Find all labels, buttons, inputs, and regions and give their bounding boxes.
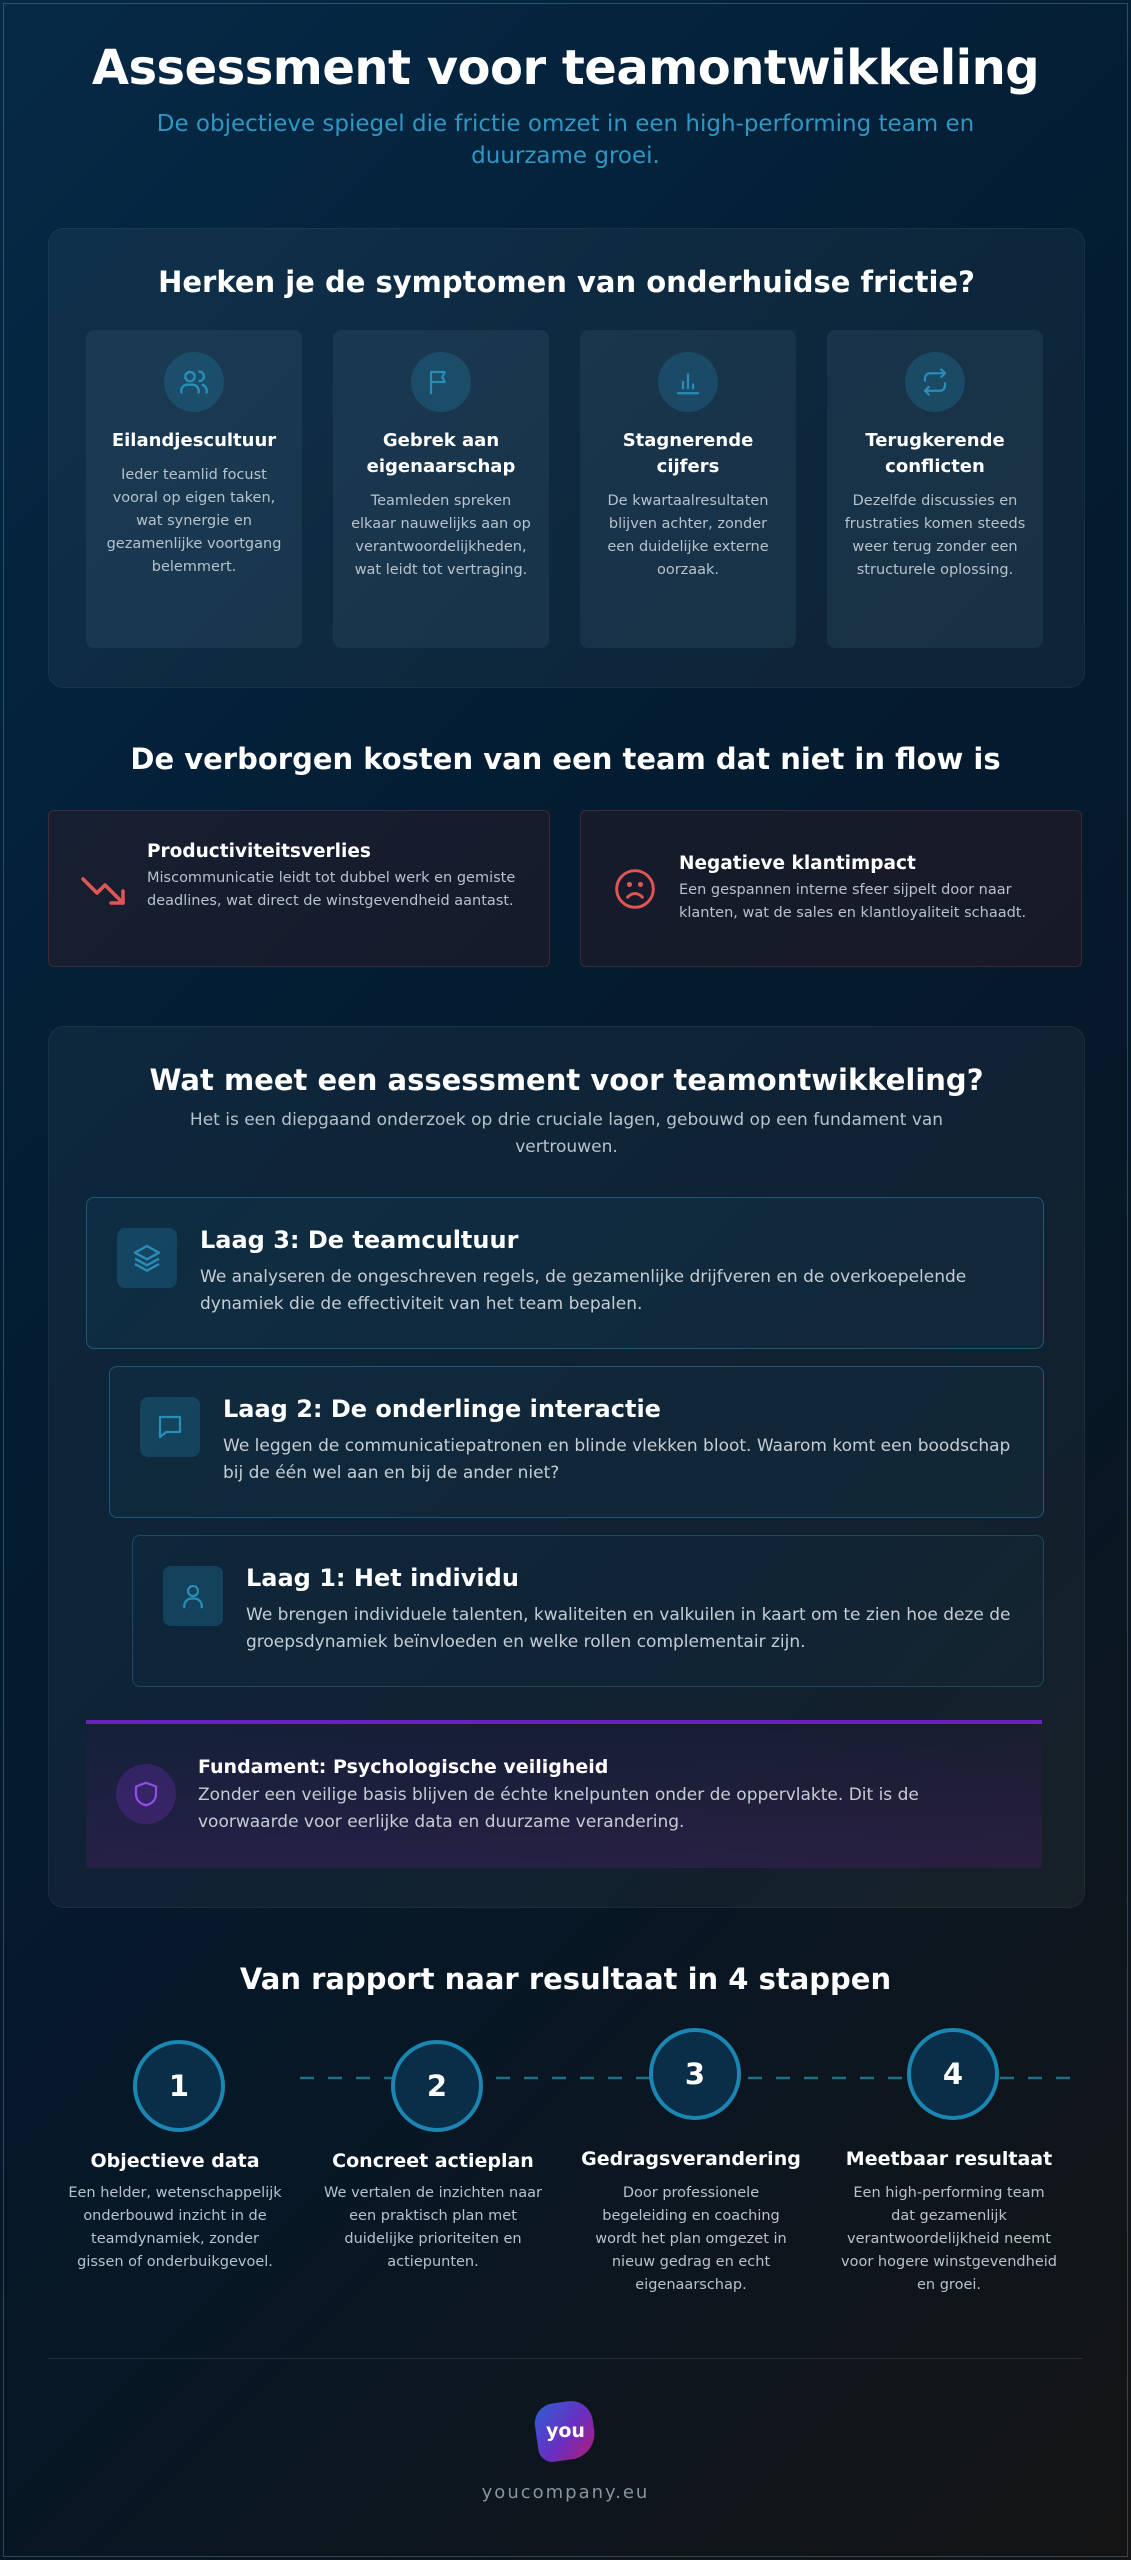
page-subtitle: De objectieve spiegel die frictie omzet in een high-performing team en duurzame groei. [156, 111, 975, 169]
step-title: Concreet actieplan [332, 2150, 534, 2172]
layer-title: Laag 1: Het individu [246, 1564, 519, 1592]
layer-card [86, 1197, 1044, 1349]
symptom-card [333, 330, 549, 648]
symptom-card [580, 330, 796, 648]
cost-title: Negatieve klantimpact [679, 853, 916, 874]
layer-title: Laag 2: De onderlinge interactie [223, 1395, 661, 1423]
symptom-card [86, 330, 302, 648]
footer-divider [48, 2358, 1083, 2359]
step-text: Door professionele begeleiding en coaching wordt het plan omgezet in nieuw gedrag en echt eigenaarschap. [595, 2185, 787, 2293]
measure-title: Wat meet een assessment voor teamontwikkeling? [149, 1063, 984, 1097]
symptom-title: Gebrek aan eigenaarschap [366, 430, 516, 477]
cost-card [580, 810, 1082, 967]
costs-title: De verborgen kosten van een team dat niet in flow is [130, 742, 1001, 776]
cost-text: Een gespannen interne sfeer sijpelt door naar klanten, wat de sales en klantloyaliteit schaadt. [679, 882, 1027, 921]
step-title: Gedragsverandering [581, 2148, 801, 2170]
frown-icon [613, 867, 661, 907]
layer-card [109, 1366, 1044, 1518]
symptom-text: Teamleden spreken elkaar nauwelijks aan op verantwoordelijkheden, wat leidt tot vertraging. [351, 493, 531, 578]
symptom-text: Dezelfde discussies en frustraties komen steeds weer terug zonder een structurele oplossing. [844, 493, 1026, 578]
step-number: 2 [391, 2040, 483, 2132]
step-text: Een high-performing team dat gezamenlijk verantwoordelijkheid neemt voor hogere winstgevendheid en groei. [841, 2185, 1057, 2293]
layer-text: We leggen de communicatiepatronen en blinde vlekken bloot. Waarom komt een boodschap bij de één wel aan en bij de ander niet? [223, 1436, 1011, 1483]
layer-card [132, 1535, 1044, 1687]
layers-icon [117, 1228, 177, 1288]
bar-chart-icon [658, 352, 718, 412]
step-title: Objectieve data [90, 2150, 260, 2172]
page-title: Assessment voor teamontwikkeling [91, 40, 1040, 96]
repeat-icon [905, 352, 965, 412]
symptom-text: Ieder teamlid focust vooral op eigen taken, wat synergie en gezamenlijke voortgang belemmert. [106, 467, 282, 575]
users-icon [164, 352, 224, 412]
step-text: We vertalen de inzichten naar een praktisch plan met duidelijke prioriteiten en actiepunten. [324, 2185, 542, 2270]
symptom-text: De kwartaalresultaten blijven achter, zonder een duidelijke externe oorzaak. [607, 493, 769, 578]
foundation-title: Fundament: Psychologische veiligheid [198, 1756, 609, 1778]
layer-text: We analyseren de ongeschreven regels, de gezamenlijke drijfveren en de overkoepelende dynamiek die de effectiviteit van het team bepalen. [200, 1267, 967, 1314]
footer-url[interactable]: youcompany.eu [481, 2482, 650, 2503]
cost-text: Miscommunicatie leidt tot dubbel werk en gemiste deadlines, wat direct de winstgevendheid aantast. [147, 870, 516, 909]
step-number: 1 [133, 2040, 225, 2132]
logo-text: you [545, 2420, 585, 2442]
cost-title: Productiviteitsverlies [147, 841, 371, 862]
steps-title: Van rapport naar resultaat in 4 stappen [239, 1962, 892, 1996]
measure-subtitle: Het is een diepgaand onderzoek op drie cruciale lagen, gebouwd op een fundament van vertrouwen. [189, 1110, 944, 1157]
symptom-title: Eilandjescultuur [111, 430, 277, 451]
symptom-title: Terugkerende conflicten [865, 430, 1005, 477]
step-number: 3 [649, 2028, 741, 2120]
symptom-card [827, 330, 1043, 648]
layer-title: Laag 3: De teamcultuur [200, 1226, 519, 1254]
shield-icon [116, 1764, 176, 1824]
message-icon [140, 1397, 200, 1457]
symptom-title: Stagnerende cijfers [622, 430, 754, 477]
step-number: 4 [907, 2028, 999, 2120]
flag-icon [411, 352, 471, 412]
user-icon [163, 1566, 223, 1626]
foundation-text: Zonder een veilige basis blijven de échte knelpunten onder de oppervlakte. Dit is de voorwaarde voor eerlijke data en duurzame verandering. [198, 1785, 919, 1832]
layer-text: We brengen individuele talenten, kwaliteiten en valkuilen in kaart om te zien hoe deze de groepsdynamiek beïnvloeden en welke rollen complementair zijn. [246, 1605, 1011, 1652]
step-text: Een helder, wetenschappelijk onderbouwd inzicht in de teamdynamiek, zonder gissen of onderbuikgevoel. [68, 2185, 282, 2270]
foundation-block [86, 1724, 1042, 1868]
trending-down-icon [79, 869, 127, 909]
symptoms-title: Herken je de symptomen van onderhuidse frictie? [158, 265, 975, 299]
step-title: Meetbaar resultaat [845, 2148, 1053, 2170]
cost-card [48, 810, 550, 967]
